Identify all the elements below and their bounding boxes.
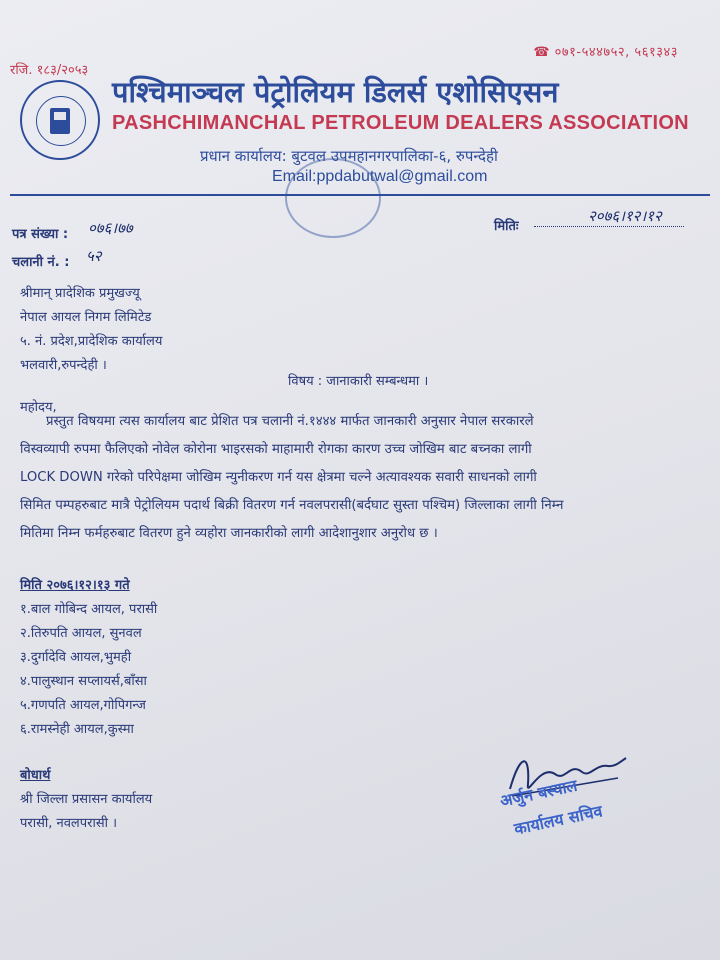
- body-line-2: विस्वव्यापी रुपमा फैलिएको नोवेल कोरोना भाइरसको माहामारी रोगका कारण उच्च जोखिम बाट बच्नका लागी: [20, 442, 532, 457]
- letterhead-divider: [10, 194, 710, 196]
- email-address: Email:ppdabutwal@gmail.com: [272, 168, 488, 185]
- list-item: ५.गणपति आयल,गोपिगन्ज: [20, 698, 146, 713]
- body-line-3: LOCK DOWN गरेको परिपेक्षमा जोखिम न्युनीकरण गर्न यस क्षेत्रमा चल्ने अत्यावश्यक सवारी साधनको लागी: [20, 470, 537, 485]
- recipient-line-1: श्रीमान् प्रादेशिक प्रमुखज्यू: [20, 286, 140, 301]
- letter-body: [20, 408, 710, 548]
- salutation: महोदय,: [20, 400, 57, 415]
- body-line-5: मितिमा निम्न फर्महरुबाट वितरण हुने व्यहोरा जानकारीको लागी आदेशानुशार अनुरोध छ ।: [20, 526, 438, 541]
- dispatch-number-value: ५२: [86, 247, 102, 265]
- registration-number: रजि. १८३/२०५३: [10, 63, 89, 78]
- body-line-1: प्रस्तुत विषयमा त्यस कार्यालय बाट प्रेशित पत्र चलानी नं.१४४४ मार्फत जानकारी अनुसार नेपाल सरकारले: [46, 414, 534, 429]
- cc-line-1: श्री जिल्ला प्रसासन कार्यालय: [20, 792, 153, 807]
- fuel-pump-icon: [50, 108, 70, 134]
- body-line-4: सिमित पम्पहरुबाट मात्रै पेट्रोलियम पदार्थ बिक्री वितरण गर्न नवलपरासी(बर्दघाट सुस्ता पश्चिम) जिल्लाका लागी निम्न: [20, 498, 564, 513]
- signatory-name-stamp: अर्जुन बस्याल: [498, 775, 579, 811]
- cc-heading: बोधार्थ: [20, 768, 51, 783]
- distributor-list: [20, 574, 157, 742]
- letter-number-value: ०७६।७७: [88, 219, 133, 237]
- list-item: ३.दुर्गादेवि आयल,भुमही: [20, 650, 132, 665]
- cc-line-2: परासी, नवलपरासी ।: [20, 816, 118, 831]
- list-item: ४.पालुस्थान सप्लायर्स,बाँसा: [20, 674, 147, 689]
- signatory-title-stamp: कार्यालय सचिव: [512, 801, 604, 839]
- list-heading-date: मिति २०७६।१२।१३ गते: [20, 578, 130, 593]
- list-item: २.तिरुपति आयल, सुनवल: [20, 626, 142, 641]
- date-label: मितिः: [494, 219, 519, 234]
- date-dotted-line: [534, 226, 684, 227]
- org-name-english: PASHCHIMANCHAL PETROLEUM DEALERS ASSOCIATION: [112, 112, 689, 134]
- list-item: १.बाल गोबिन्द आयल, परासी: [20, 602, 158, 617]
- recipient-line-3: ५. नं. प्रदेश,प्रादेशिक कार्यालय: [20, 334, 163, 349]
- dispatch-number-label: चलानी नं. :: [12, 255, 70, 270]
- recipient-line-4: भलवारी,रुपन्देही ।: [20, 358, 107, 373]
- association-logo: [20, 80, 100, 160]
- list-item: ६.रामस्नेही आयल,कुस्मा: [20, 722, 134, 737]
- letter-number-label: पत्र संख्या :: [12, 227, 69, 242]
- copy-to-section: [20, 764, 152, 836]
- date-value: २०७६।१२।१२: [588, 207, 662, 225]
- head-office-address: प्रधान कार्यालय: बुटवल उपमहानगरपालिका-६, रुपन्देही: [200, 147, 498, 165]
- subject-line: विषय : जानाकारी सम्बन्धमा ।: [288, 374, 429, 389]
- org-name-nepali: पश्चिमाञ्चल पेट्रोलियम डिलर्स एशोसिएसन: [112, 75, 559, 109]
- phone-numbers: ☎ ०७१-५४४७५२, ५६१३४३: [533, 45, 678, 60]
- recipient-line-2: नेपाल आयल निगम लिमिटेड: [20, 310, 152, 325]
